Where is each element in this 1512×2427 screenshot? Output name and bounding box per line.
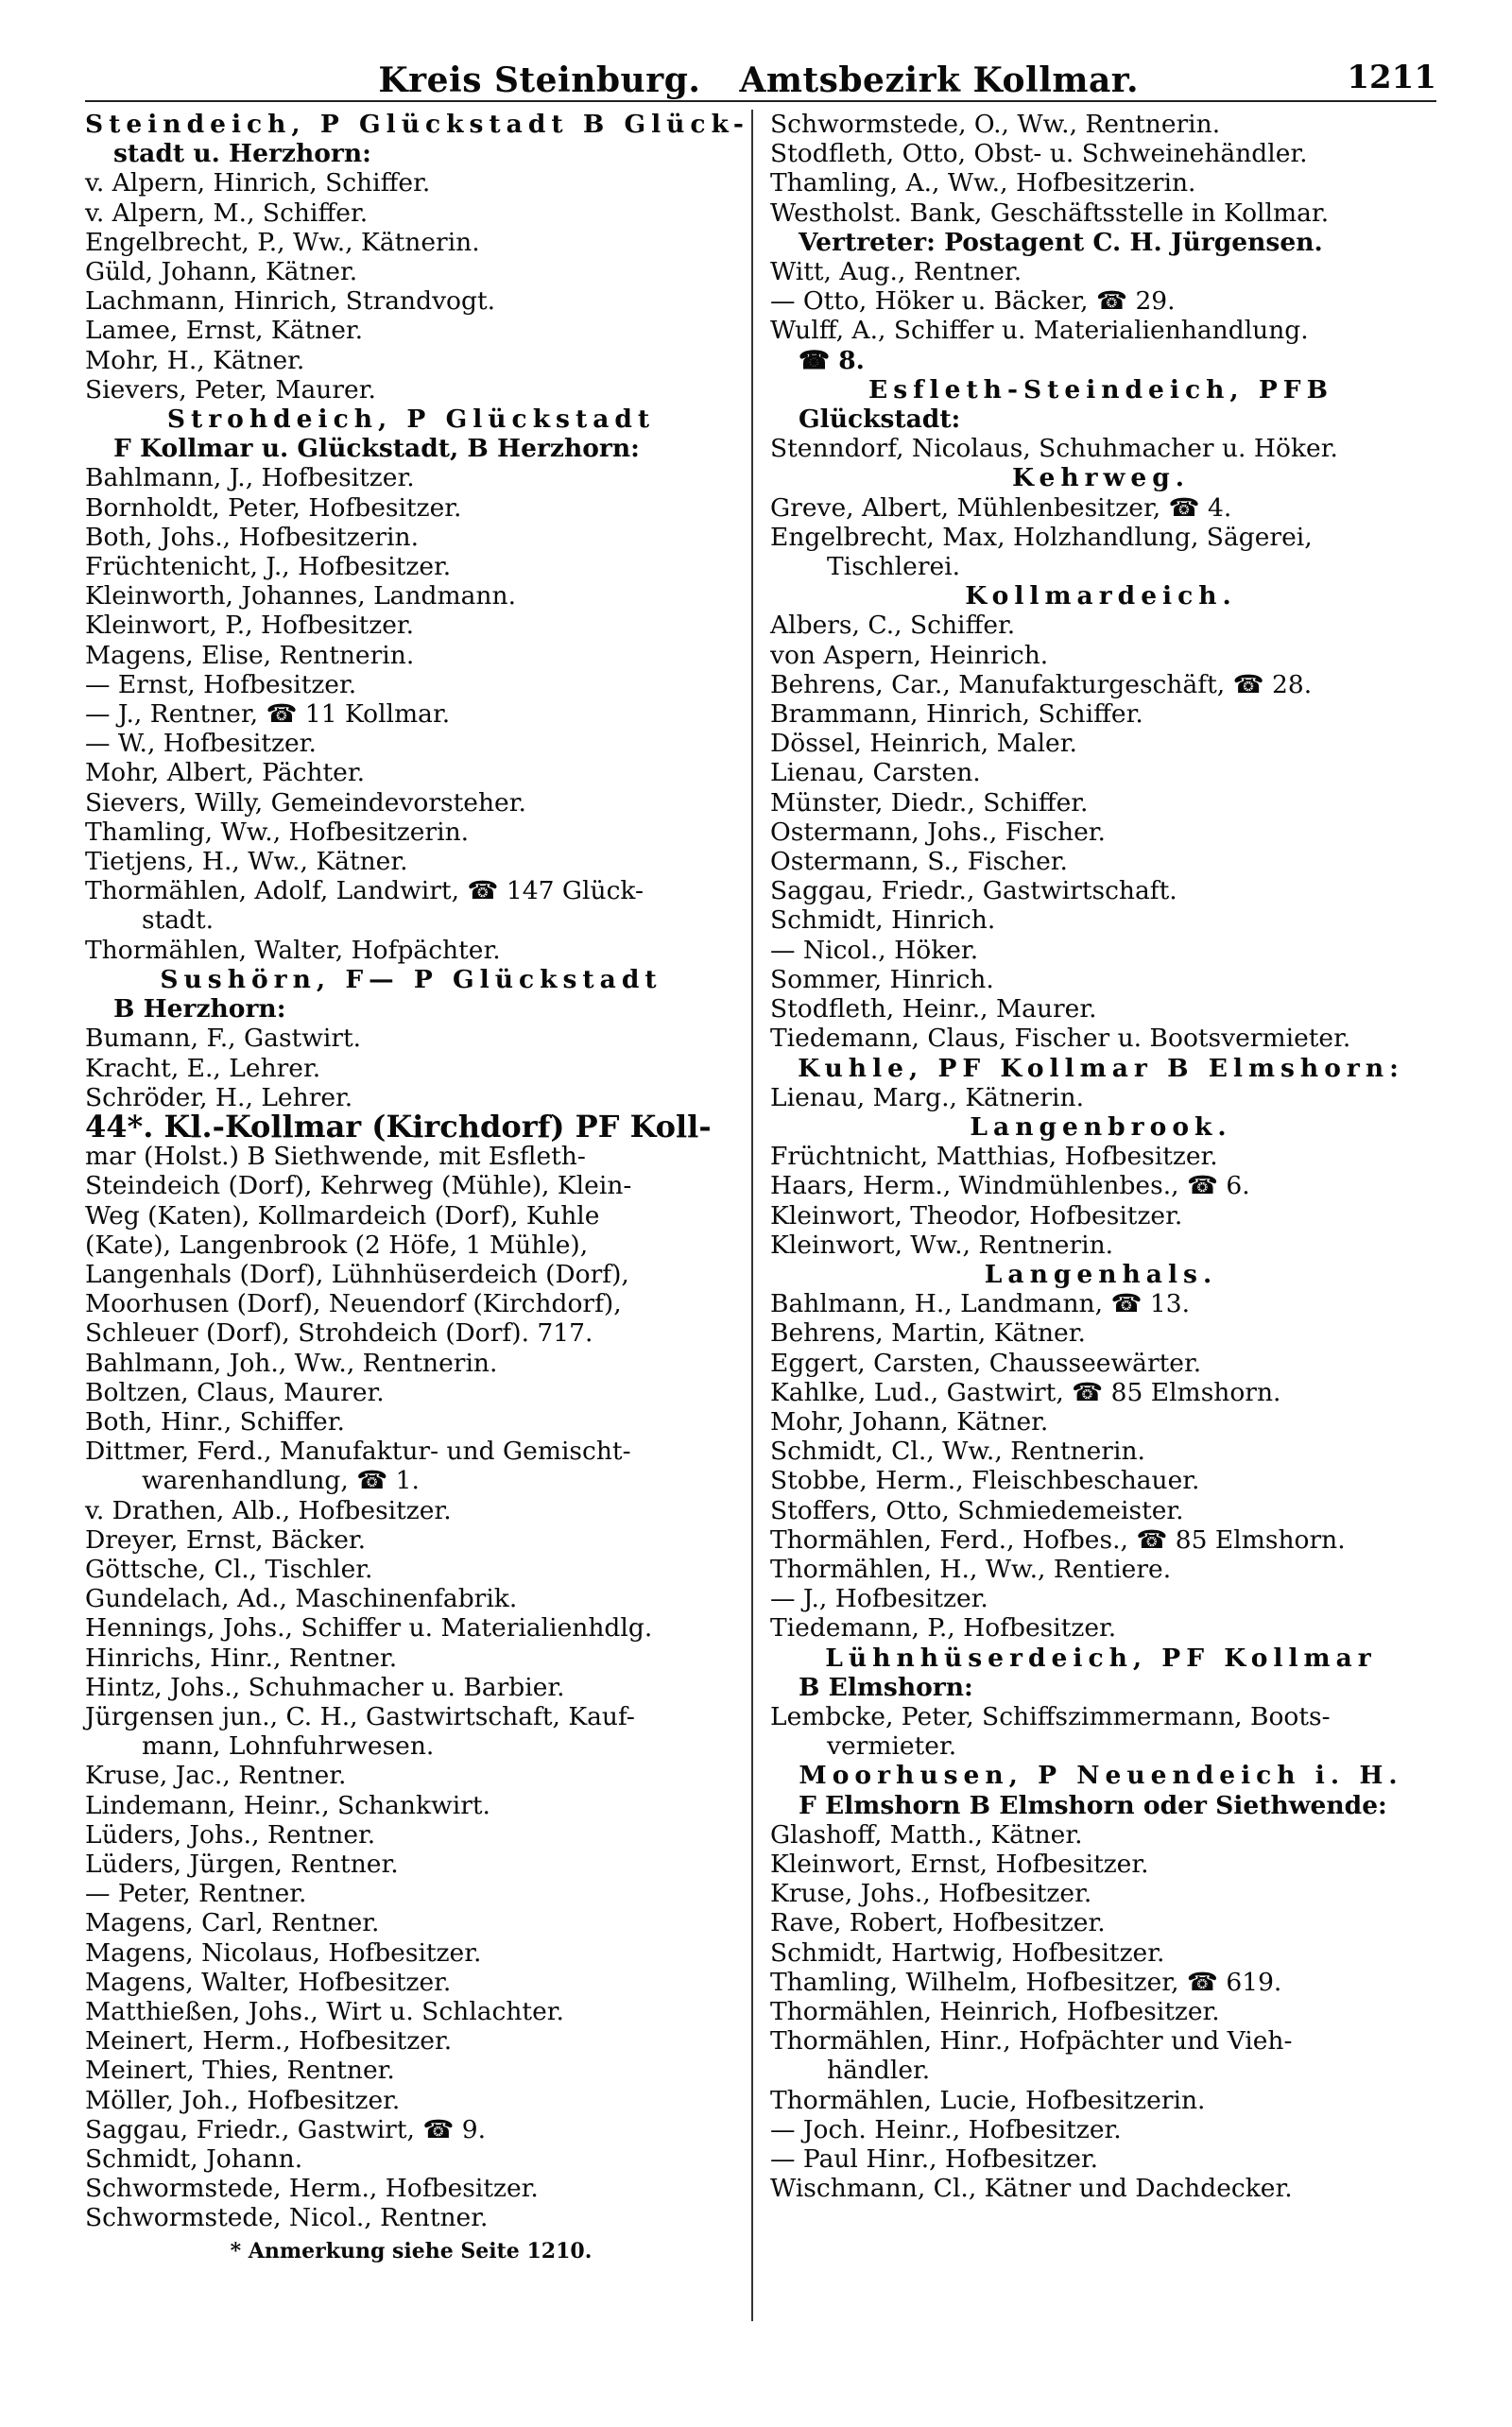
right-entry-line: Saggau, Friedr., Gastwirtschaft. xyxy=(770,876,1177,906)
right-entry-line: Schmidt, Hartwig, Hofbesitzer. xyxy=(770,1937,1165,1968)
right-entry-line: Stoffers, Otto, Schmiedemeister. xyxy=(770,1495,1184,1525)
left-entry-line: Bornholdt, Peter, Hofbesitzer. xyxy=(85,492,462,523)
left-entry-line: Möller, Joh., Hofbesitzer. xyxy=(85,2085,401,2115)
right-place-heading: Moorhusen, P Neuendeich i. H. xyxy=(799,1761,1403,1791)
left-entry-line: Lüders, Jürgen, Rentner. xyxy=(85,1849,399,1879)
right-entry-line: — Otto, Höker u. Bäcker, ☎ 29. xyxy=(770,286,1176,317)
right-entry-line: Westholst. Bank, Geschäftsstelle in Kollmar. xyxy=(770,198,1330,228)
right-entry-line: — Paul Hinr., Hofbesitzer. xyxy=(770,2144,1099,2175)
right-entry-line: Stodfleth, Otto, Obst- u. Schweinehändler. xyxy=(770,139,1308,169)
left-entry-line: Güld, Johann, Kätner. xyxy=(85,257,358,287)
left-entry-line: Lüders, Johs., Rentner. xyxy=(85,1819,376,1850)
right-entry-line: Lienau, Carsten. xyxy=(770,758,981,788)
right-entry-line: Kleinwort, Theodor, Hofbesitzer. xyxy=(770,1200,1183,1231)
left-entry-line: Schmidt, Johann. xyxy=(85,2144,303,2175)
right-place-heading: Kehrweg. xyxy=(1012,463,1190,493)
left-place-subheading: stadt u. Herzhorn: xyxy=(113,139,371,169)
left-entry-line: Meinert, Herm., Hofbesitzer. xyxy=(85,2026,453,2057)
left-entry-line: Früchtenicht, J., Hofbesitzer. xyxy=(85,552,452,582)
right-place-heading: Langenhals. xyxy=(984,1259,1218,1289)
left-entry-line: Hennings, Johs., Schiffer u. Materialienhdlg. xyxy=(85,1613,653,1644)
left-entry-line: Schleuer (Dorf), Strohdeich (Dorf). 717. xyxy=(85,1318,593,1349)
header-title xyxy=(170,60,1347,100)
right-entry-line: Schwormstede, O., Ww., Rentnerin. xyxy=(770,110,1221,139)
left-entry-line: Both, Johs., Hofbesitzerin. xyxy=(85,522,420,552)
right-place-heading: Esfleth-Steindeich, PFB xyxy=(868,374,1333,404)
right-entry-line: Tiedemann, Claus, Fischer u. Bootsvermieter. xyxy=(770,1024,1351,1054)
right-place-heading: Langenbrook. xyxy=(970,1111,1232,1142)
right-entry-line: Kleinwort, Ww., Rentnerin. xyxy=(770,1230,1114,1260)
left-entry-line: Kleinwort, P., Hofbesitzer. xyxy=(85,611,415,641)
left-entry-line: Meinert, Thies, Rentner. xyxy=(85,2056,395,2086)
right-entry-line: Haars, Herm., Windmühlenbes., ☎ 6. xyxy=(770,1171,1250,1201)
left-entry-line: Steindeich (Dorf), Kehrweg (Mühle), Klein- xyxy=(85,1171,632,1201)
left-entry-line: Moorhusen (Dorf), Neuendorf (Kirchdorf), xyxy=(85,1289,622,1319)
left-entry-continuation: mann, Lohnfuhrwesen. xyxy=(142,1731,435,1762)
right-place-subheading: Vertreter: Postagent C. H. Jürgensen. xyxy=(799,227,1323,257)
left-footnote: * Anmerkung siehe Seite 1210. xyxy=(230,2238,593,2263)
left-entry-line: Schwormstede, Nicol., Rentner. xyxy=(85,2203,489,2233)
right-entry-line: — J., Hofbesitzer. xyxy=(770,1584,988,1614)
left-place-heading: Sushörn, F— P Glückstadt xyxy=(160,964,662,994)
left-entry-line: Hinrichs, Hinr., Rentner. xyxy=(85,1643,398,1673)
right-column xyxy=(770,110,1432,2203)
right-place-subheading: ☎ 8. xyxy=(799,345,865,375)
left-place-heading: Strohdeich, P Glückstadt xyxy=(166,404,656,435)
right-entry-line: Kleinwort, Ernst, Hofbesitzer. xyxy=(770,1849,1149,1879)
left-entry-line: Lindemann, Heinr., Schankwirt. xyxy=(85,1790,490,1820)
right-entry-line: Thormählen, Ferd., Hofbes., ☎ 85 Elmshorn. xyxy=(770,1524,1346,1555)
right-entry-line: Mohr, Johann, Kätner. xyxy=(770,1406,1049,1437)
right-place-heading: Kollmardeich. xyxy=(965,581,1237,611)
right-entry-continuation: händler. xyxy=(827,2056,931,2086)
right-entry-line: von Aspern, Heinrich. xyxy=(770,640,1049,670)
right-entry-line: Rave, Robert, Hofbesitzer. xyxy=(770,1908,1106,1938)
right-entry-line: Stodfleth, Heinr., Maurer. xyxy=(770,994,1097,1024)
right-entry-line: Thamling, Wilhelm, Hofbesitzer, ☎ 619. xyxy=(770,1967,1282,1997)
right-entry-line: Thormählen, H., Ww., Rentiere. xyxy=(770,1554,1172,1584)
left-place-subheading: B Herzhorn: xyxy=(113,994,286,1024)
left-entry-line: Dittmer, Ferd., Manufaktur- und Gemischt- xyxy=(85,1437,631,1467)
left-entry-line: Kleinworth, Johannes, Landmann. xyxy=(85,581,516,611)
right-entry-line: Lembcke, Peter, Schiffszimmermann, Boots- xyxy=(770,1701,1331,1731)
right-place-heading: Kuhle, PF Kollmar B Elmshorn: xyxy=(798,1053,1404,1083)
left-entry-line: Thamling, Ww., Hofbesitzerin. xyxy=(85,817,470,847)
right-entry-line: Brammann, Hinrich, Schiffer. xyxy=(770,699,1143,730)
left-entry-line: Gundelach, Ad., Maschinenfabrik. xyxy=(85,1584,518,1614)
left-entry-line: Engelbrecht, P., Ww., Kätnerin. xyxy=(85,227,480,257)
right-entry-line: Wischmann, Cl., Kätner und Dachdecker. xyxy=(770,2174,1293,2204)
right-entry-line: Behrens, Car., Manufakturgeschäft, ☎ 28. xyxy=(770,669,1313,699)
right-place-subheading: F Elmshorn B Elmshorn oder Siethwende: xyxy=(799,1790,1387,1820)
left-entry-line: Mohr, Albert, Pächter. xyxy=(85,758,366,788)
left-place-heading: Steindeich, P Glückstadt B Glück- xyxy=(85,110,749,139)
left-entry-line: Magens, Carl, Rentner. xyxy=(85,1908,380,1938)
right-entry-line: Engelbrecht, Max, Holzhandlung, Sägerei, xyxy=(770,522,1313,552)
left-entry-line: v. Alpern, Hinrich, Schiffer. xyxy=(85,168,431,198)
right-entry-line: Kahlke, Lud., Gastwirt, ☎ 85 Elmshorn. xyxy=(770,1377,1281,1407)
left-entry-line: Hintz, Johs., Schuhmacher u. Barbier. xyxy=(85,1672,565,1702)
right-entry-line: Kruse, Johs., Hofbesitzer. xyxy=(770,1879,1092,1909)
left-entry-line: Boltzen, Claus, Maurer. xyxy=(85,1377,385,1407)
left-entry-line: Bahlmann, Joh., Ww., Rentnerin. xyxy=(85,1348,498,1378)
column-divider xyxy=(751,110,753,2321)
right-entry-line: Münster, Diedr., Schiffer. xyxy=(770,787,1089,818)
right-entry-line: Behrens, Martin, Kätner. xyxy=(770,1318,1086,1349)
left-entry-line: Göttsche, Cl., Tischler. xyxy=(85,1554,373,1584)
left-entry-line: v. Drathen, Alb., Hofbesitzer. xyxy=(85,1495,452,1525)
left-entry-line: Weg (Katen), Kollmardeich (Dorf), Kuhle xyxy=(85,1200,600,1231)
page-header xyxy=(85,34,1436,102)
right-entry-continuation: Tischlerei. xyxy=(827,552,961,582)
right-place-subheading: B Elmshorn: xyxy=(799,1672,973,1702)
right-entry-line: Ostermann, Johs., Fischer. xyxy=(770,817,1106,847)
right-entry-line: Tiedemann, P., Hofbesitzer. xyxy=(770,1613,1117,1644)
right-place-heading: Lühnhüserdeich, PF Kollmar xyxy=(825,1643,1377,1673)
left-entry-line: v. Alpern, M., Schiffer. xyxy=(85,198,369,228)
left-entry-line: mar (Holst.) B Siethwende, mit Esfleth- xyxy=(85,1142,586,1172)
page-number: 1211 xyxy=(1347,59,1436,96)
left-column xyxy=(85,110,749,2266)
left-entry-line: Thormählen, Adolf, Landwirt, ☎ 147 Glück- xyxy=(85,876,644,906)
right-entry-continuation: vermieter. xyxy=(827,1731,957,1762)
left-entry-line: Kracht, E., Lehrer. xyxy=(85,1053,321,1083)
left-entry-line: Lamee, Ernst, Kätner. xyxy=(85,316,364,346)
left-entry-continuation: warenhandlung, ☎ 1. xyxy=(142,1466,420,1496)
left-entry-line: Sievers, Willy, Gemeindevorsteher. xyxy=(85,787,526,818)
left-entry-line: Jürgensen jun., C. H., Gastwirtschaft, Kauf- xyxy=(85,1701,635,1731)
right-entry-line: Glashoff, Matth., Kätner. xyxy=(770,1819,1083,1850)
right-entry-line: Thormählen, Hinr., Hofpächter und Vieh- xyxy=(770,2026,1293,2057)
left-entry-line: — Peter, Rentner. xyxy=(85,1879,307,1909)
left-entry-line: Magens, Nicolaus, Hofbesitzer. xyxy=(85,1937,482,1968)
left-municipality-title: 44*. Kl.-Kollmar (Kirchdorf) PF Koll- xyxy=(85,1108,712,1145)
left-entry-continuation: stadt. xyxy=(142,905,215,936)
header-office: Amtsbezirk Kollmar. xyxy=(739,60,1139,100)
left-entry-line: Bahlmann, J., Hofbesitzer. xyxy=(85,463,415,493)
left-entry-line: Sievers, Peter, Maurer. xyxy=(85,374,376,404)
left-entry-line: Matthießen, Johs., Wirt u. Schlachter. xyxy=(85,1997,564,2026)
right-entry-line: — Joch. Heinr., Hofbesitzer. xyxy=(770,2114,1122,2144)
left-entry-line: Dreyer, Ernst, Bäcker. xyxy=(85,1524,367,1555)
left-entry-line: Thormählen, Walter, Hofpächter. xyxy=(85,935,501,965)
header-district: Kreis Steinburg. xyxy=(378,60,701,100)
left-entry-line: — W., Hofbesitzer. xyxy=(85,729,317,759)
left-entry-line: Tietjens, H., Ww., Kätner. xyxy=(85,847,408,877)
left-entry-line: Saggau, Friedr., Gastwirt, ☎ 9. xyxy=(85,2114,487,2144)
right-entry-line: Thamling, A., Ww., Hofbesitzerin. xyxy=(770,168,1196,198)
right-entry-line: Wulff, A., Schiffer u. Materialienhandlung. xyxy=(770,316,1309,346)
left-place-subheading: F Kollmar u. Glückstadt, B Herzhorn: xyxy=(113,434,640,464)
right-entry-line: Dössel, Heinrich, Maler. xyxy=(770,729,1077,759)
right-entry-line: Ostermann, S., Fischer. xyxy=(770,847,1068,877)
left-entry-line: Lachmann, Hinrich, Strandvogt. xyxy=(85,286,496,317)
right-entry-line: Sommer, Hinrich. xyxy=(770,964,994,994)
right-entry-line: Thormählen, Heinrich, Hofbesitzer. xyxy=(770,1997,1220,2026)
left-entry-line: Kruse, Jac., Rentner. xyxy=(85,1761,347,1791)
right-place-subheading: Glückstadt: xyxy=(799,404,961,435)
left-entry-line: — J., Rentner, ☎ 11 Kollmar. xyxy=(85,699,451,730)
left-entry-line: Both, Hinr., Schiffer. xyxy=(85,1406,345,1437)
right-entry-line: Bahlmann, H., Landmann, ☎ 13. xyxy=(770,1289,1191,1319)
left-entry-line: Mohr, H., Kätner. xyxy=(85,345,305,375)
left-entry-line: Schröder, H., Lehrer. xyxy=(85,1082,353,1112)
right-entry-line: Eggert, Carsten, Chausseewärter. xyxy=(770,1348,1202,1378)
left-entry-line: Magens, Walter, Hofbesitzer. xyxy=(85,1967,452,1997)
right-entry-line: Schmidt, Hinrich. xyxy=(770,905,996,936)
right-entry-line: Albers, C., Schiffer. xyxy=(770,611,1016,641)
left-entry-line: Bumann, F., Gastwirt. xyxy=(85,1024,362,1054)
right-entry-line: Greve, Albert, Mühlenbesitzer, ☎ 4. xyxy=(770,492,1232,523)
right-entry-line: Lienau, Marg., Kätnerin. xyxy=(770,1082,1085,1112)
right-entry-line: Schmidt, Cl., Ww., Rentnerin. xyxy=(770,1437,1145,1467)
left-entry-line: (Kate), Langenbrook (2 Höfe, 1 Mühle), xyxy=(85,1230,589,1260)
right-entry-line: Thormählen, Lucie, Hofbesitzerin. xyxy=(770,2085,1206,2115)
left-entry-line: Langenhals (Dorf), Lühnhüserdeich (Dorf), xyxy=(85,1259,629,1289)
left-entry-line: — Ernst, Hofbesitzer. xyxy=(85,669,357,699)
right-entry-line: Witt, Aug., Rentner. xyxy=(770,257,1022,287)
left-entry-line: Magens, Elise, Rentnerin. xyxy=(85,640,415,670)
left-entry-line: Schwormstede, Herm., Hofbesitzer. xyxy=(85,2174,539,2204)
right-entry-line: Stobbe, Herm., Fleischbeschauer. xyxy=(770,1466,1200,1496)
right-entry-line: — Nicol., Höker. xyxy=(770,935,979,965)
right-entry-line: Früchtnicht, Matthias, Hofbesitzer. xyxy=(770,1142,1218,1172)
right-entry-line: Stenndorf, Nicolaus, Schuhmacher u. Höker. xyxy=(770,434,1338,464)
